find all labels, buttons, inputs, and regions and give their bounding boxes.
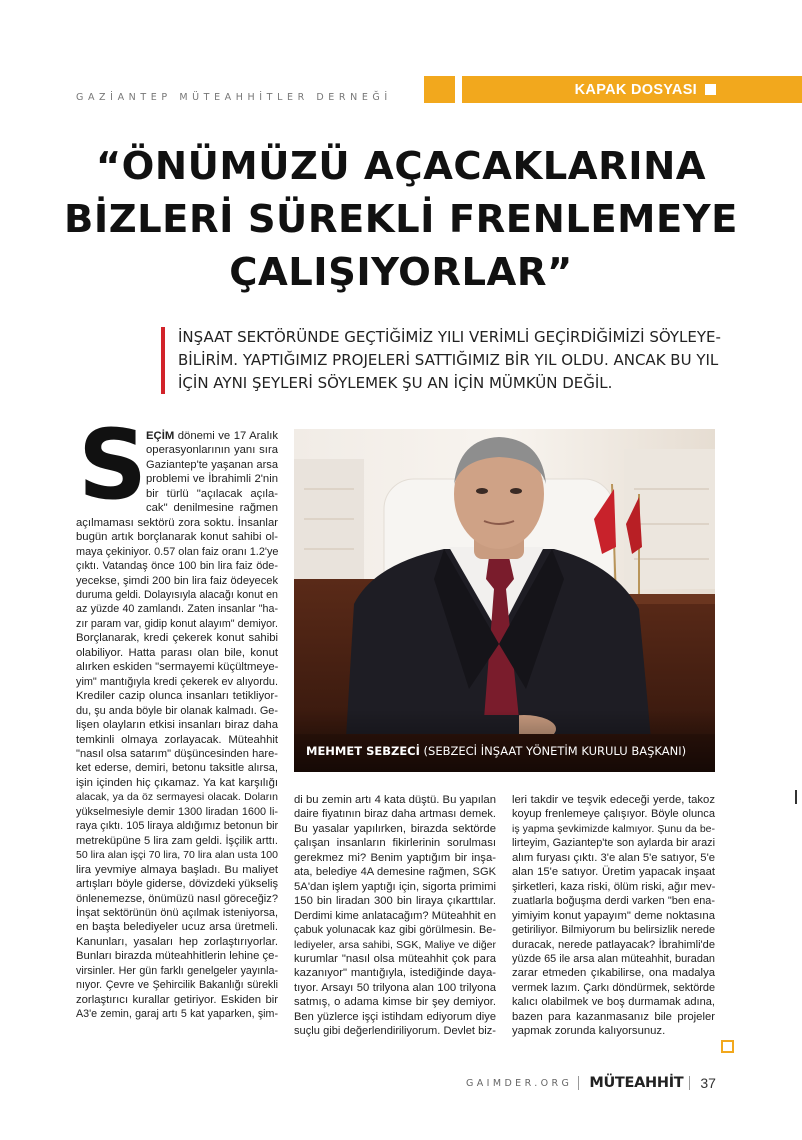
article-line: bir türlü "açılacak açıla- — [146, 487, 278, 500]
article-line: Borçlanarak, kredi çekerek konut sahibi — [76, 632, 278, 645]
article-line: duracak, nerede patlayacak? İbrahimli'de — [512, 938, 715, 951]
article-line: vermek lazım. Çarkı döndürmek, sektörde — [512, 981, 715, 994]
article-line: duruma geldi. Dolayısıyla alacağı konut en — [76, 588, 278, 601]
article-line: metreküpüne 5 lira zam geldi. İşçilik arttı. — [76, 834, 278, 847]
article-line: zorlaştırıcı kurallar getiriyor. Eskiden bir — [76, 993, 278, 1006]
article-line: yimiyim konut yapayım" deme noktasına — [512, 909, 715, 922]
article-line: daire fiyatının biraz daha artması demek. — [294, 808, 496, 821]
article-column-3 — [512, 793, 715, 1039]
article-line: 50 lira alan işçi 70 lira, 70 lira alan usta 100 — [76, 849, 278, 862]
article-line: az yüzde 40 zamlandı. Zaten insanlar "ha- — [76, 603, 278, 616]
article-line: virsinler. Her gün farklı genelgeler yayınla- — [76, 964, 278, 977]
footer-divider — [689, 1076, 690, 1090]
lead-paragraph — [178, 326, 721, 395]
section-label: KAPAK DOSYASI — [574, 81, 697, 98]
square-icon — [705, 84, 716, 95]
article-line: artışları böyle giderse, dövizdeki yükseliş — [76, 878, 278, 891]
article-line: çalışan insanların fikirlerinin sorulması — [294, 837, 496, 850]
article-line: olabiliyor. Hatta parası olan bile, konut — [76, 646, 278, 659]
page-number: 37 — [700, 1075, 716, 1091]
title-line: “ÖNÜMÜZÜ AÇACAKLARINA — [95, 144, 707, 189]
article-line: alan 15'e satıyor. Üretim yapacak inşaat — [512, 866, 715, 879]
article-line: alırken eskiden "sermayemi küçültmeye- — [76, 661, 279, 674]
lead-line: İNŞAAT SEKTÖRÜNDE GEÇTİĞİMİZ YILI VERİMLİ GEÇİRDİĞİMİZİ SÖYLEYE- — [178, 328, 721, 346]
article-line: lişen olayların etkisi insanları biraz daha — [76, 719, 278, 732]
article-line: cak" denilmesine rağmen — [146, 502, 278, 515]
title-line: BİZLERİ SÜREKLİ FRENLEMEYE — [64, 197, 738, 242]
portrait-photo — [294, 429, 715, 772]
article-line: çabuk yolunacak kaz gibi görülmesin. Be- — [294, 924, 496, 937]
article-line: çıktı. Vatandaş önce 100 bin lira faiz öde- — [76, 560, 278, 573]
article-line: Bu yasalar yapılırken, birazda sektörde — [294, 822, 496, 835]
article-line: zuatlarla boğuşma derdi varken "ben ena- — [512, 895, 715, 908]
article-line: alım furyası çıktı. 3'e alan 5'e satıyor, 5'e — [512, 851, 716, 864]
caption-name: MEHMET SEBZECİ — [306, 744, 420, 758]
title-line: ÇALIŞIYORLAR” — [229, 250, 573, 295]
article-line: A3'e zemin, garaj artı 5 kat yaparken, şim- — [76, 1008, 278, 1021]
article-line: operasyonlarının yanı sıra — [146, 444, 278, 457]
article-line: işin içinden hiç çıkamaz. Ya kat karşılığı — [76, 776, 278, 789]
article-line: Krediler cazip olunca insanları tetikliyor- — [76, 690, 278, 703]
article-line: bazen para kazanmasanız bile projeler — [512, 1010, 715, 1023]
article-line: suçlu gibi değerlendiriliyorum. Devlet biz- — [294, 1025, 496, 1038]
article-line: gerekmez mi? Benim yaptığım bir inşa- — [294, 851, 496, 864]
article-line: yapmak zorunda kalıyorsunuz. — [512, 1025, 666, 1038]
article-line: du, şu anda böyle bir olanak kalmadı. Ge- — [76, 704, 278, 717]
article-line: 150 bin liradan 300 bin liraya çıkarttılar. — [294, 895, 496, 908]
footer-url: GAIMDER.ORG — [466, 1077, 573, 1089]
lead-line: BİLİRİM. YAPTIĞIMIZ PROJELERİ SATTIĞIMIZ BİR YIL OLDU. ANCAK BU YIL — [178, 351, 719, 369]
association-name: GAZİANTEP MÜTEAHHİTLER DERNEĞİ — [76, 92, 392, 103]
intro-text: dönemi ve 17 Aralık — [177, 430, 279, 442]
page-footer — [466, 1075, 716, 1091]
article-line: önlenemezse, önümüzü nasıl göreceğiz? — [76, 892, 278, 905]
article-line — [146, 429, 278, 443]
article-line: tıyor. Arsayı 50 trilyona alan 100 trilyona — [294, 981, 496, 994]
article-line: raya çıktı. 105 liraya aldığımız betonun bir — [76, 820, 279, 833]
article-line: ata, belediye 4A demesine rağmen, SGK — [294, 866, 496, 879]
article-line: satmış, o adama kimse bir şey demiyor. — [294, 996, 496, 1009]
article-line: leri takdir ve teşvik edeceği yerde, takoz — [512, 794, 715, 806]
article-line: "nasıl olsa satarım" düşüncesinden hare- — [76, 747, 278, 760]
article-line: lira yevmiye almaya başladı. Bu maliyet — [76, 863, 278, 876]
drop-cap: S — [78, 409, 148, 521]
article-line: yecekse, şimdi 200 bin lira faiz ödeyecek — [76, 574, 278, 587]
header-accent-block — [424, 76, 455, 103]
article-column-2 — [294, 793, 496, 1039]
lead-accent-bar — [161, 327, 165, 394]
article-line: lediyeler, arsa sahibi, SGK, Maliye ve diğer — [294, 938, 496, 951]
article-line: Derdimi kime anlatacağım? Müteahhit en — [294, 909, 496, 922]
article-line: maya çekiniyor. 0.57 olan faiz oranı 1.2'ye — [76, 545, 279, 558]
article-line: problemi ve İbrahimli 2'nin — [146, 473, 278, 486]
article-line: temkinli olmaya zorlayacak. Müteahhit — [76, 733, 278, 746]
article-line: koyup frenlemeye çalışıyor. Böyle olunca — [512, 808, 715, 821]
article-line: bugün artık borçlanarak konut sahibi ol- — [76, 531, 278, 544]
article-line: Bunları birazda müteahhitlerin lehine çe- — [76, 950, 279, 963]
article-line: 5A'dan işlem yaptığı için, sigorta primimi — [294, 880, 496, 893]
article-line: Ben yüzlerce işçi istihdam ediyorum diye — [294, 1010, 496, 1023]
article-line: lirteyim, Gaziantep'te son aylarda bir arazi — [512, 837, 715, 850]
article-line: getiriliyor. Bilmiyorum bu belirsizlik nerede — [512, 924, 715, 937]
footer-divider — [578, 1076, 579, 1090]
article-line: nıyor. Çevre ve Şehircilik Bakanlığı sürekli — [76, 979, 278, 992]
photo-caption — [306, 744, 686, 758]
first-word: EÇİM — [146, 430, 175, 442]
article-line: kurumlar "nasıl olsa müteahhit çok para — [294, 952, 496, 965]
magazine-logo: MÜTEAHHİT — [589, 1075, 684, 1091]
end-of-article-icon — [721, 1040, 734, 1053]
page-edge-mark — [795, 790, 797, 804]
article-line: yüzde 65 ile arsa alan müteahhit, buradan — [512, 952, 715, 965]
article-line: Kanunları, yasaları hep zorlaştırıyorlar. — [76, 935, 278, 948]
lead-line: İÇİN AYNI ŞEYLERİ SÖYLEMEK ŞU AN İÇİN MÜMKÜN DEĞİL. — [178, 374, 613, 392]
article-line: yim" mantığıyla kredi çekerek ev alıyordu. — [76, 675, 278, 688]
caption-role: (SEBZECİ İNŞAAT YÖNETİM KURULU BAŞKANI) — [419, 744, 687, 758]
article-line: en başta belediyeler ucuz arsa üretmeli. — [76, 921, 278, 934]
portrait-image — [294, 429, 715, 772]
article-line: iş yapma şevkimizde kalmıyor. Şunu da be- — [512, 822, 715, 835]
section-label-bar — [462, 76, 802, 103]
article-line: zır param var, gidip konut alayım" demiyor. — [76, 617, 278, 630]
article-line: di bu zemin artı 4 kata düştü. Bu yapılan — [294, 794, 496, 806]
article-line: şirketleri, kaza riski, ölüm riski, ağır mev- — [512, 880, 716, 893]
article-title — [0, 140, 802, 299]
article-line: İnşat sektörünün önü açılmak isteniyorsa, — [76, 906, 278, 919]
article-line: açılmaması sektörü zora soktu. İnsanlar — [76, 516, 278, 529]
article-line: ket ederse, demiri, betonu taksitle alırsa, — [76, 762, 278, 775]
article-line: Gaziantep'te yaşanan arsa — [146, 458, 278, 471]
article-line: zarar etmeden çıkabilirse, ona madalya — [512, 967, 715, 980]
article-column-1 — [76, 429, 278, 1022]
article-line: alacak, ya da öz sermayesi olacak. Doların — [76, 791, 278, 804]
article-line: kalıcı olabilmek ve boş durmamak adına, — [512, 996, 715, 1009]
article-line: kazanıyor" mantığıyla, istediğinde daya- — [294, 967, 496, 980]
article-line: yükselmesiyle demir 1300 liradan 1600 li- — [76, 805, 278, 818]
